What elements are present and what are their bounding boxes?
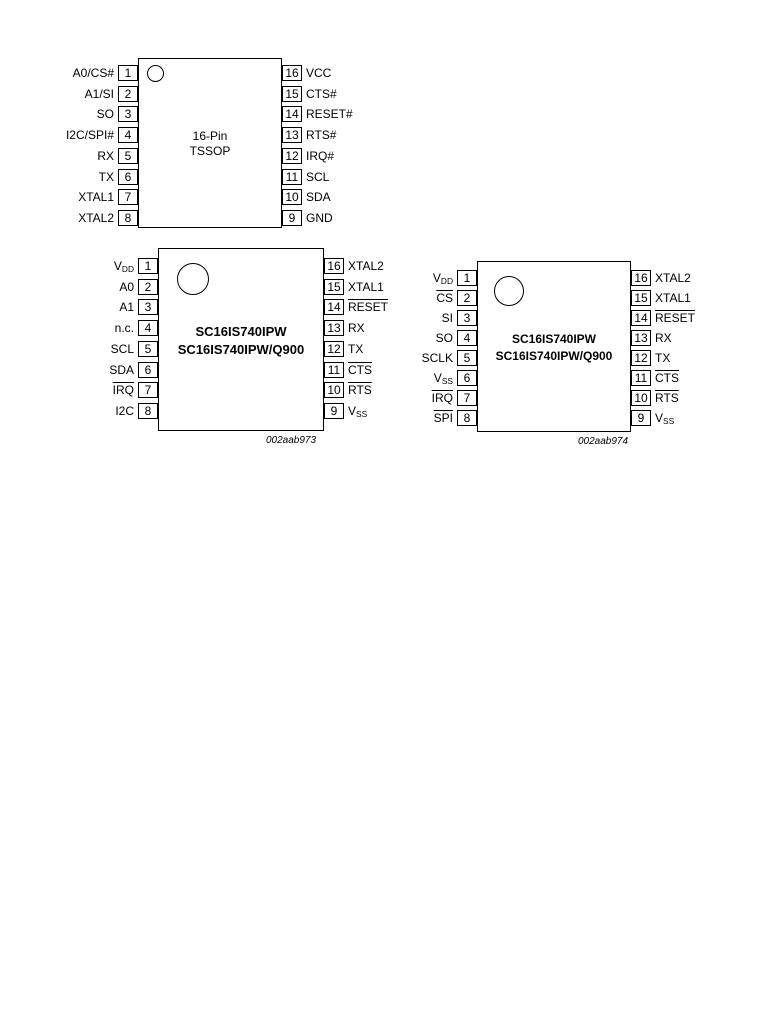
chip-title-line: SC16IS740IPW [195, 324, 287, 339]
pin-label-text: RX [655, 331, 672, 345]
pin-1 [64, 258, 158, 274]
pin-label-text: RX [348, 321, 365, 336]
pin-label-text: XTAL2 [78, 210, 114, 225]
pin-label [34, 189, 114, 205]
pin-10 [631, 390, 725, 406]
pin-label-text: SCL [306, 169, 330, 184]
pin-label-text: $\overline{CTS}$ [655, 371, 679, 385]
pin-label [64, 382, 134, 398]
pin-number: 16 [324, 258, 344, 274]
pin-label-text: SDA [109, 362, 134, 377]
pin-label [655, 290, 725, 306]
pin-label [64, 299, 134, 315]
pin-number: 5 [118, 148, 138, 164]
pin-label-subscript: DD [440, 276, 453, 286]
pin-number: 3 [118, 106, 138, 122]
pin-label-text: XTAL1 [655, 291, 691, 305]
chip-body-tssop16 [138, 58, 282, 228]
pin-label-text: A0 [119, 279, 134, 294]
pin-number: 6 [138, 362, 158, 378]
drawing-code: 002aab973 [266, 435, 317, 446]
pin-label [34, 106, 114, 122]
pin-label-text: SO [96, 107, 114, 122]
pin-label-subscript: SS [356, 408, 368, 419]
pin-number: 16 [282, 65, 302, 81]
pin-3 [34, 106, 138, 122]
pin-16 [282, 65, 386, 81]
pin-label-text: $\overline{RTS}$ [348, 383, 372, 398]
pin-3 [383, 310, 477, 326]
pin-number: 6 [457, 370, 477, 386]
pin-11 [282, 169, 386, 185]
pin-number: 13 [631, 330, 651, 346]
pin-8 [383, 410, 477, 426]
pin-number: 9 [631, 410, 651, 426]
pin-label-text: V [433, 371, 442, 385]
pin-label-text: SCL [110, 341, 134, 356]
pin-label [655, 270, 725, 286]
pin-7 [34, 189, 138, 205]
pin-6 [34, 169, 138, 185]
pin-number: 8 [118, 210, 138, 226]
pin-label-text: RTS# [306, 128, 337, 143]
pin-label-text: I2C [115, 403, 134, 418]
pin-number: 5 [138, 341, 158, 357]
pin-number: 12 [631, 350, 651, 366]
pin-2 [34, 86, 138, 102]
pin1-notch-icon [494, 276, 524, 306]
pin-label-text: n.c. [114, 321, 134, 336]
pin-label [383, 270, 453, 286]
pin-6 [383, 370, 477, 386]
pin-label [383, 410, 453, 426]
pin-label-subscript: SS [441, 376, 453, 386]
pin-number: 2 [457, 290, 477, 306]
pin-16 [631, 270, 725, 286]
pin-number: 10 [324, 382, 344, 398]
pin-label [64, 403, 134, 419]
pin-label-text: $\overline{IRQ}$ [431, 391, 453, 405]
pin-13 [631, 330, 725, 346]
pin1-notch-icon [147, 65, 164, 82]
pin-label-text: RX [97, 148, 114, 163]
pin-number: 1 [138, 258, 158, 274]
pin-label-text: $\overline{CTS}$ [348, 362, 372, 377]
pin-label-text: SI [441, 311, 453, 325]
pin-1 [383, 270, 477, 286]
pin-label [306, 169, 386, 185]
pin-label-subscript: DD [121, 264, 134, 274]
pin-label [655, 410, 725, 426]
drawing-code: 002aab974 [578, 436, 629, 447]
pin-label-text: RESET# [306, 107, 353, 122]
pin-number: 2 [138, 279, 158, 295]
pin-label-text: V [655, 411, 664, 425]
pin-label [383, 330, 453, 346]
pin-label [306, 127, 386, 143]
pin-number: 11 [282, 169, 302, 185]
pin-2 [64, 279, 158, 295]
pin-label [34, 210, 114, 226]
pin-label [34, 127, 114, 143]
pin-label-text: RESET [655, 311, 696, 325]
pin-label [655, 390, 725, 406]
pin-label-text: IRQ# [306, 148, 335, 163]
pin-label [306, 106, 386, 122]
pin-number: 13 [324, 320, 344, 336]
pin-14 [282, 106, 386, 122]
pin-label-text: A1/SI [84, 86, 114, 101]
pin-number: 3 [138, 299, 158, 315]
pin-label-text: TX [348, 341, 364, 356]
pin-number: 4 [138, 320, 158, 336]
pin-label [64, 258, 134, 274]
pin-label-text: GND [306, 210, 333, 225]
pin-label-text: $\overline{RTS}$ [655, 391, 679, 405]
pin-label-text: V [113, 259, 122, 273]
pin-number: 15 [324, 279, 344, 295]
pin-label [655, 370, 725, 386]
pin-14 [631, 310, 725, 326]
pin-number: 7 [138, 382, 158, 398]
pin-label-text: XTAL1 [78, 190, 114, 205]
pin-label [306, 86, 386, 102]
pin-10 [282, 189, 386, 205]
pin-15 [282, 86, 386, 102]
pin-5 [383, 350, 477, 366]
chip-title-line: TSSOP [189, 144, 231, 158]
pin-9 [631, 410, 725, 426]
pin-label-text: $\overline{CS}$ [436, 291, 453, 305]
pin-label [64, 320, 134, 336]
pin-number: 3 [457, 310, 477, 326]
pin-label [383, 290, 453, 306]
pin-label [64, 341, 134, 357]
pin-4 [64, 320, 158, 336]
pin-8 [64, 403, 158, 419]
chip-body-sc16is740-i2c [158, 248, 324, 431]
pin-label [655, 350, 725, 366]
pin-number: 14 [282, 106, 302, 122]
pin-11 [631, 370, 725, 386]
pin-label [34, 65, 114, 81]
pin-number: 14 [631, 310, 651, 326]
pin-label [383, 390, 453, 406]
pin-5 [34, 148, 138, 164]
pin-number: 11 [631, 370, 651, 386]
pin-number: 5 [457, 350, 477, 366]
pin-label [306, 210, 386, 226]
pin-label [34, 169, 114, 185]
pin-label [306, 65, 386, 81]
pin-number: 6 [118, 169, 138, 185]
pin-12 [631, 350, 725, 366]
pin-7 [383, 390, 477, 406]
pin-number: 15 [631, 290, 651, 306]
pin-label-text: SCLK [421, 351, 453, 365]
pin-label [306, 148, 386, 164]
chip-title-line: SC16IS740IPW/Q900 [177, 342, 305, 357]
pin-number: 9 [324, 403, 344, 419]
chip-body-sc16is740-spi [477, 261, 631, 432]
pin-label-text: V [348, 403, 357, 418]
pin-label-text: A1 [119, 300, 134, 315]
pin-label-text: SDA [306, 190, 331, 205]
pin-label-text: TX [655, 351, 671, 365]
pin-number: 2 [118, 86, 138, 102]
pin-12 [282, 148, 386, 164]
pin-number: 11 [324, 362, 344, 378]
pin-2 [383, 290, 477, 306]
pin-label-text: RESET [348, 300, 389, 315]
pin-number: 7 [457, 390, 477, 406]
pin-5 [64, 341, 158, 357]
pin-label [64, 279, 134, 295]
pin-number: 12 [282, 148, 302, 164]
pin-label-text: CTS# [306, 86, 337, 101]
pin-6 [64, 362, 158, 378]
pin-label-text: XTAL2 [655, 271, 691, 285]
pin-label [383, 370, 453, 386]
pin-number: 16 [631, 270, 651, 286]
pin-label-text: XTAL1 [348, 279, 384, 294]
pin-number: 8 [138, 403, 158, 419]
pin-13 [282, 127, 386, 143]
pin1-notch-icon [177, 263, 209, 295]
pin-7 [64, 382, 158, 398]
pin-label-subscript: SS [663, 416, 675, 426]
pin-label-text: V [432, 271, 441, 285]
pin-label [306, 189, 386, 205]
pin-number: 10 [631, 390, 651, 406]
pin-label [64, 362, 134, 378]
pin-label [655, 330, 725, 346]
pin-label [655, 310, 725, 326]
pin-1 [34, 65, 138, 81]
pin-4 [34, 127, 138, 143]
pin-number: 10 [282, 189, 302, 205]
pin-label-text: A0/CS# [72, 66, 114, 80]
chip-title-line: 16-Pin [192, 129, 228, 143]
pin-number: 4 [118, 127, 138, 143]
pin-label-text: I2C/SPI# [65, 128, 114, 143]
pin-number: 1 [118, 65, 138, 81]
chip-title-line: SC16IS740IPW [511, 332, 597, 346]
pin-label-text: SO [435, 331, 453, 345]
pin-label-text: TX [98, 169, 114, 184]
pin-number: 13 [282, 127, 302, 143]
pin-number: 8 [457, 410, 477, 426]
pin-number: 7 [118, 189, 138, 205]
pin-number: 12 [324, 341, 344, 357]
chip-title-line: SC16IS740IPW/Q900 [495, 349, 613, 363]
pin-8 [34, 210, 138, 226]
pin-4 [383, 330, 477, 346]
pin-label [383, 310, 453, 326]
pin-number: 4 [457, 330, 477, 346]
pin-number: 9 [282, 210, 302, 226]
pin-label-text: XTAL2 [348, 259, 384, 273]
pin-number: 15 [282, 86, 302, 102]
pin-15 [631, 290, 725, 306]
pin-label [34, 148, 114, 164]
pin-number: 14 [324, 299, 344, 315]
pin-label-text: $\overline{IRQ}$ [112, 383, 134, 398]
pin-label [383, 350, 453, 366]
pin-9 [282, 210, 386, 226]
pin-number: 1 [457, 270, 477, 286]
pin-label-text: $\overline{SPI}$ [433, 411, 453, 425]
pin-3 [64, 299, 158, 315]
pin-label-text: VCC [306, 66, 332, 80]
pin-label [34, 86, 114, 102]
